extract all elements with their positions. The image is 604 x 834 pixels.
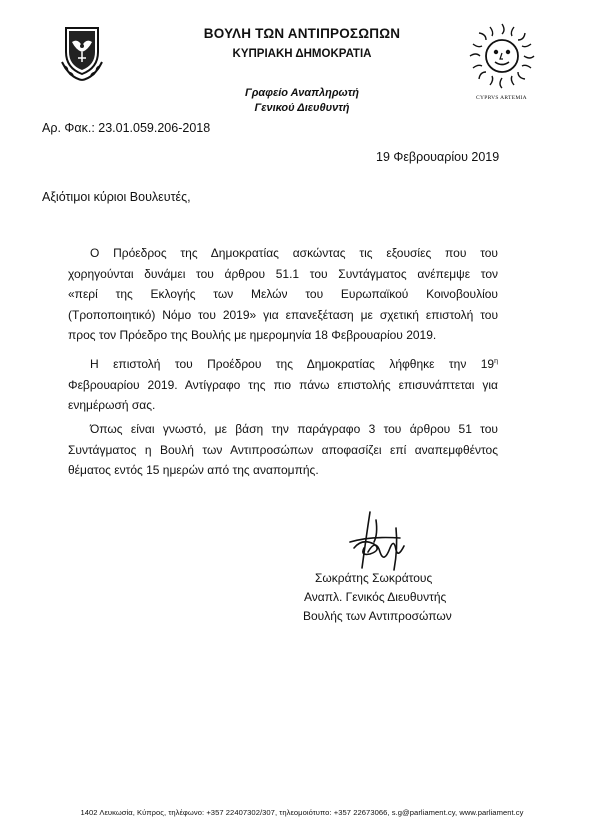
letter-date: 19 Φεβρουαρίου 2019 [376, 150, 500, 164]
paragraph-line: (Τροποποιητικό) Νόμο του 2019» για επανεξέταση με σχετική επιστολή του [68, 307, 498, 322]
signer-title: Αναπλ. Γενικός Διευθυντής [304, 590, 447, 604]
office-line-2: Γενικού Διευθυντή [254, 102, 350, 114]
body-paragraph-3 [68, 419, 498, 481]
office-line-1: Γραφείο Αναπληρωτή [245, 87, 359, 99]
body-paragraph-2 [68, 354, 498, 416]
paragraph-line: χορηγούνται δυνάμει του άρθρου 51.1 του Συντάγματος ανέπεμψε τον [68, 266, 498, 281]
paragraph-line: «περί της Εκλογής των Μελών του Ευρωπαϊκού Κοινοβουλίου [68, 287, 498, 301]
paragraph-line: Η επιστολή του Προέδρου της Δημοκρατίας λήφθηκε την $19^\eta$ [90, 357, 498, 371]
body-paragraph-1 [68, 243, 498, 346]
footer-contact: 1402 Λευκωσία, Κύπρος, τηλέφωνο: +357 22407302/307, τηλεομοιότυπο: +357 22673066, s.g@parliament.cy, www.parliament.cy [80, 808, 524, 817]
salutation: Αξιότιμοι κύριοι Βουλευτές, [42, 190, 191, 204]
signer-organization: Βουλής των Αντιπροσώπων [303, 609, 452, 623]
paragraph-line: Συντάγματος η Βουλή των Αντιπροσώπων αποφασίζει επί αναπεμφθέντος [68, 442, 498, 457]
file-reference: Αρ. Φακ.: 23.01.059.206-2018 [42, 121, 211, 135]
logo-caption: CYPRVS ARTEMIA [476, 95, 527, 101]
paragraph-line: Όπως είναι γνωστό, με βάση την παράγραφο 3 του άρθρου 51 του [90, 422, 498, 436]
paragraph-line: ενημέρωσή σας. [68, 398, 156, 412]
paragraph-line: προς τον Πρόεδρο της Βουλής με ημερομηνία 18 Φεβρουαρίου 2019. [68, 328, 437, 342]
signer-name: Σωκράτης Σωκράτους [315, 571, 433, 585]
letterhead-title: ΒΟΥΛΗ ΤΩΝ ΑΝΤΙΠΡΟΣΩΠΩΝ [203, 26, 401, 41]
paragraph-line: θέματος εντός 15 ημερών από της αναπομπής. [68, 463, 319, 477]
paragraph-line: Φεβρουαρίου 2019. Αντίγραφο της πιο πάνω επιστολής επισυνάπτεται για [68, 377, 498, 392]
paragraph-line: Ο Πρόεδρος της Δημοκρατίας ασκώντας τις εξουσίες που του [90, 246, 498, 260]
letterhead-subtitle: ΚΥΠΡΙΑΚΗ ΔΗΜΟΚΡΑΤΙΑ [232, 48, 372, 60]
